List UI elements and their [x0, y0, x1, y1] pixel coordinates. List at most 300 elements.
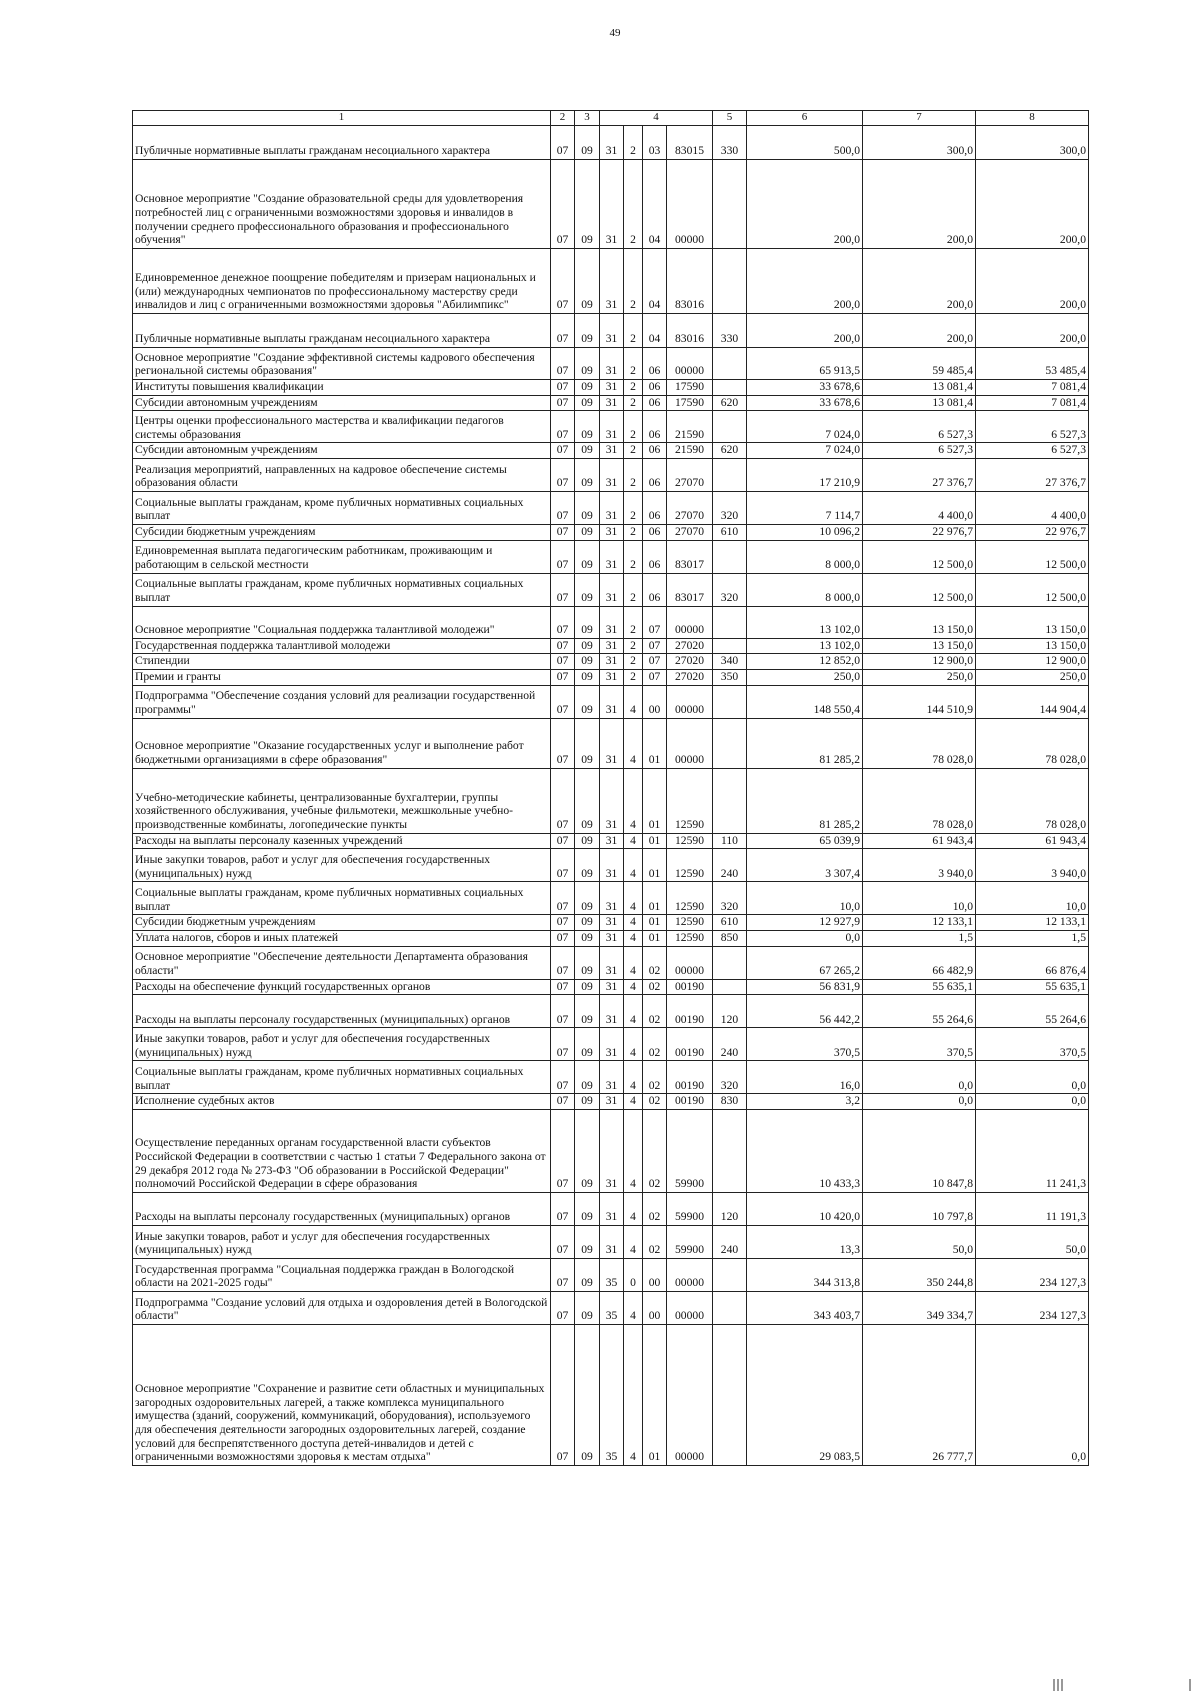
direction-code: 00190	[667, 1061, 713, 1094]
section-code: 07	[551, 1028, 575, 1061]
amount-col6: 148 550,4	[747, 685, 863, 718]
direction-code: 00000	[667, 718, 713, 768]
section-code: 07	[551, 1259, 575, 1292]
direction-code: 83017	[667, 540, 713, 573]
subsection-code: 09	[575, 1028, 600, 1061]
table-row	[133, 1292, 1089, 1325]
subsection-code: 09	[575, 395, 600, 411]
row-name: Расходы на выплаты персоналу государственных (муниципальных) органов	[133, 995, 551, 1028]
subsection-code: 09	[575, 443, 600, 459]
amount-col6: 33 678,6	[747, 380, 863, 396]
amount-col6: 81 285,2	[747, 768, 863, 833]
amount-col6: 3 307,4	[747, 849, 863, 882]
amount-col8: 12 500,0	[976, 540, 1089, 573]
direction-code: 12590	[667, 915, 713, 931]
program-code: 31	[600, 411, 624, 443]
program-code: 31	[600, 443, 624, 459]
amount-col6: 10 420,0	[747, 1193, 863, 1226]
subprogram-code: 2	[624, 525, 643, 541]
section-code: 07	[551, 525, 575, 541]
direction-code: 83016	[667, 249, 713, 314]
subsection-code: 09	[575, 348, 600, 380]
direction-code: 83015	[667, 126, 713, 160]
subprogram-code: 4	[624, 1110, 643, 1193]
program-code: 31	[600, 670, 624, 686]
section-code: 07	[551, 126, 575, 160]
expense-type-code	[713, 979, 747, 995]
section-code: 07	[551, 638, 575, 654]
subprogram-code: 4	[624, 1226, 643, 1259]
section-code: 07	[551, 411, 575, 443]
amount-col8: 144 904,4	[976, 685, 1089, 718]
row-name: Единовременная выплата педагогическим работникам, проживающим и работающим в сельской местности	[133, 540, 551, 573]
table-row	[133, 459, 1089, 492]
expense-type-code	[713, 348, 747, 380]
event-code: 01	[643, 1325, 667, 1466]
expense-type-code: 240	[713, 849, 747, 882]
event-code: 06	[643, 443, 667, 459]
row-name: Основное мероприятие "Создание эффективной системы кадрового обеспечения региональной системы образования"	[133, 348, 551, 380]
amount-col8: 4 400,0	[976, 492, 1089, 525]
section-code: 07	[551, 833, 575, 849]
program-code: 31	[600, 946, 624, 979]
section-code: 07	[551, 459, 575, 492]
amount-col8: 200,0	[976, 249, 1089, 314]
amount-col8: 78 028,0	[976, 768, 1089, 833]
amount-col7: 10 797,8	[863, 1193, 976, 1226]
subprogram-code: 2	[624, 314, 643, 348]
section-code: 07	[551, 573, 575, 606]
row-name: Стипендии	[133, 654, 551, 670]
row-name: Уплата налогов, сборов и иных платежей	[133, 931, 551, 947]
event-code: 00	[643, 1259, 667, 1292]
row-name: Расходы на обеспечение функций государственных органов	[133, 979, 551, 995]
table-row	[133, 540, 1089, 573]
direction-code: 00000	[667, 1259, 713, 1292]
row-name: Социальные выплаты гражданам, кроме публичных нормативных социальных выплат	[133, 882, 551, 915]
section-code: 07	[551, 882, 575, 915]
amount-col8: 27 376,7	[976, 459, 1089, 492]
amount-col7: 6 527,3	[863, 443, 976, 459]
subprogram-code: 2	[624, 160, 643, 249]
amount-col8: 6 527,3	[976, 411, 1089, 443]
row-name: Единовременное денежное поощрение победителям и призерам национальных и (или) международных чемпионатов по профессиональному мастерству среди инвалидов и лиц с ограниченными возможностями здоровья "Абилимпикс"	[133, 249, 551, 314]
subprogram-code: 4	[624, 1193, 643, 1226]
expense-type-code: 610	[713, 915, 747, 931]
event-code: 06	[643, 573, 667, 606]
subsection-code: 09	[575, 1094, 600, 1110]
program-code: 31	[600, 1110, 624, 1193]
row-name: Центры оценки профессионального мастерства и квалификации педагогов системы образования	[133, 411, 551, 443]
row-name: Иные закупки товаров, работ и услуг для обеспечения государственных (муниципальных) нужд	[133, 1226, 551, 1259]
amount-col7: 13 081,4	[863, 380, 976, 396]
subsection-code: 09	[575, 654, 600, 670]
table-row	[133, 638, 1089, 654]
row-name: Субсидии бюджетным учреждениям	[133, 525, 551, 541]
section-code: 07	[551, 380, 575, 396]
table-row	[133, 995, 1089, 1028]
expense-type-code: 610	[713, 525, 747, 541]
amount-col8: 22 976,7	[976, 525, 1089, 541]
direction-code: 00000	[667, 685, 713, 718]
amount-col6: 200,0	[747, 249, 863, 314]
amount-col7: 78 028,0	[863, 768, 976, 833]
amount-col8: 12 500,0	[976, 573, 1089, 606]
amount-col7: 4 400,0	[863, 492, 976, 525]
amount-col6: 3,2	[747, 1094, 863, 1110]
table-row	[133, 348, 1089, 380]
direction-code: 83017	[667, 573, 713, 606]
event-code: 01	[643, 718, 667, 768]
section-code: 07	[551, 606, 575, 638]
event-code: 02	[643, 979, 667, 995]
subsection-code: 09	[575, 540, 600, 573]
table-row	[133, 718, 1089, 768]
expense-type-code	[713, 718, 747, 768]
direction-code: 17590	[667, 380, 713, 396]
header-cell-2: 2	[551, 111, 575, 126]
expense-type-code: 350	[713, 670, 747, 686]
direction-code: 27070	[667, 459, 713, 492]
section-code: 07	[551, 314, 575, 348]
subsection-code: 09	[575, 1110, 600, 1193]
expense-type-code	[713, 1292, 747, 1325]
section-code: 07	[551, 718, 575, 768]
subprogram-code: 2	[624, 459, 643, 492]
section-code: 07	[551, 1325, 575, 1466]
direction-code: 00000	[667, 160, 713, 249]
amount-col6: 200,0	[747, 314, 863, 348]
program-code: 31	[600, 1028, 624, 1061]
event-code: 01	[643, 931, 667, 947]
subsection-code: 09	[575, 915, 600, 931]
event-code: 06	[643, 395, 667, 411]
amount-col6: 12 927,9	[747, 915, 863, 931]
program-code: 31	[600, 573, 624, 606]
amount-col7: 12 500,0	[863, 540, 976, 573]
program-code: 31	[600, 395, 624, 411]
row-name: Субсидии автономным учреждениям	[133, 443, 551, 459]
row-name: Социальные выплаты гражданам, кроме публичных нормативных социальных выплат	[133, 1061, 551, 1094]
program-code: 31	[600, 882, 624, 915]
event-code: 02	[643, 1193, 667, 1226]
event-code: 06	[643, 348, 667, 380]
table-row	[133, 1226, 1089, 1259]
table-header-row	[133, 111, 1089, 126]
amount-col7: 200,0	[863, 249, 976, 314]
event-code: 02	[643, 946, 667, 979]
program-code: 31	[600, 126, 624, 160]
program-code: 31	[600, 1061, 624, 1094]
subsection-code: 09	[575, 126, 600, 160]
amount-col8: 300,0	[976, 126, 1089, 160]
program-code: 31	[600, 979, 624, 995]
table-row	[133, 525, 1089, 541]
row-name: Институты повышения квалификации	[133, 380, 551, 396]
amount-col8: 200,0	[976, 314, 1089, 348]
expense-type-code	[713, 1110, 747, 1193]
program-code: 31	[600, 654, 624, 670]
section-code: 07	[551, 540, 575, 573]
row-name: Учебно-методические кабинеты, централизованные бухгалтерии, группы хозяйственного обслуживания, учебные фильмотеки, межшкольные учебно-производственные комбинаты, логопедические пункты	[133, 768, 551, 833]
expense-type-code	[713, 638, 747, 654]
amount-col7: 144 510,9	[863, 685, 976, 718]
amount-col6: 10,0	[747, 882, 863, 915]
amount-col8: 370,5	[976, 1028, 1089, 1061]
amount-col7: 6 527,3	[863, 411, 976, 443]
amount-col8: 0,0	[976, 1325, 1089, 1466]
table-row	[133, 979, 1089, 995]
expense-type-code	[713, 685, 747, 718]
event-code: 01	[643, 849, 667, 882]
direction-code: 83016	[667, 314, 713, 348]
section-code: 07	[551, 160, 575, 249]
section-code: 07	[551, 1226, 575, 1259]
amount-col7: 349 334,7	[863, 1292, 976, 1325]
row-name: Подпрограмма "Обеспечение создания условий для реализации государственной программы"	[133, 685, 551, 718]
subprogram-code: 2	[624, 411, 643, 443]
table-row	[133, 882, 1089, 915]
program-code: 31	[600, 931, 624, 947]
table-row	[133, 654, 1089, 670]
table-row	[133, 685, 1089, 718]
subprogram-code: 2	[624, 443, 643, 459]
amount-col7: 55 264,6	[863, 995, 976, 1028]
row-name: Социальные выплаты гражданам, кроме публичных нормативных социальных выплат	[133, 573, 551, 606]
amount-col6: 13,3	[747, 1226, 863, 1259]
subsection-code: 09	[575, 1226, 600, 1259]
expense-type-code: 240	[713, 1226, 747, 1259]
subsection-code: 09	[575, 638, 600, 654]
subsection-code: 09	[575, 979, 600, 995]
expense-type-code	[713, 459, 747, 492]
amount-col8: 1,5	[976, 931, 1089, 947]
event-code: 06	[643, 411, 667, 443]
subprogram-code: 4	[624, 1325, 643, 1466]
expense-type-code: 320	[713, 492, 747, 525]
subsection-code: 09	[575, 1259, 600, 1292]
amount-col6: 7 024,0	[747, 411, 863, 443]
event-code: 07	[643, 654, 667, 670]
amount-col6: 7 024,0	[747, 443, 863, 459]
expense-type-code	[713, 768, 747, 833]
subsection-code: 09	[575, 525, 600, 541]
amount-col6: 200,0	[747, 160, 863, 249]
table-row	[133, 1028, 1089, 1061]
direction-code: 00000	[667, 606, 713, 638]
amount-col7: 370,5	[863, 1028, 976, 1061]
row-name: Основное мероприятие "Обеспечение деятельности Департамента образования области"	[133, 946, 551, 979]
header-cell-1: 1	[133, 111, 551, 126]
table-row	[133, 1061, 1089, 1094]
amount-col8: 234 127,3	[976, 1259, 1089, 1292]
direction-code: 00000	[667, 1292, 713, 1325]
amount-col6: 8 000,0	[747, 540, 863, 573]
direction-code: 00190	[667, 1028, 713, 1061]
table-row	[133, 1193, 1089, 1226]
program-code: 31	[600, 1193, 624, 1226]
amount-col7: 13 081,4	[863, 395, 976, 411]
section-code: 07	[551, 915, 575, 931]
budget-table	[132, 110, 1089, 1466]
amount-col6: 370,5	[747, 1028, 863, 1061]
event-code: 04	[643, 249, 667, 314]
amount-col8: 13 150,0	[976, 606, 1089, 638]
row-name: Иные закупки товаров, работ и услуг для обеспечения государственных (муниципальных) нужд	[133, 1028, 551, 1061]
direction-code: 12590	[667, 849, 713, 882]
row-name: Государственная программа "Социальная поддержка граждан в Вологодской области на 2021-2025 годы"	[133, 1259, 551, 1292]
amount-col7: 13 150,0	[863, 638, 976, 654]
table-row	[133, 160, 1089, 249]
program-code: 31	[600, 492, 624, 525]
amount-col6: 13 102,0	[747, 606, 863, 638]
amount-col8: 200,0	[976, 160, 1089, 249]
amount-col7: 350 244,8	[863, 1259, 976, 1292]
subprogram-code: 2	[624, 606, 643, 638]
subsection-code: 09	[575, 492, 600, 525]
direction-code: 27020	[667, 670, 713, 686]
event-code: 01	[643, 833, 667, 849]
amount-col8: 6 527,3	[976, 443, 1089, 459]
row-name: Подпрограмма "Создание условий для отдыха и оздоровления детей в Вологодской области"	[133, 1292, 551, 1325]
amount-col6: 10 433,3	[747, 1110, 863, 1193]
amount-col7: 300,0	[863, 126, 976, 160]
row-name: Публичные нормативные выплаты гражданам несоциального характера	[133, 126, 551, 160]
subprogram-code: 2	[624, 126, 643, 160]
subsection-code: 09	[575, 995, 600, 1028]
amount-col8: 13 150,0	[976, 638, 1089, 654]
section-code: 07	[551, 849, 575, 882]
program-code: 35	[600, 1259, 624, 1292]
amount-col6: 10 096,2	[747, 525, 863, 541]
direction-code: 12590	[667, 768, 713, 833]
expense-type-code: 330	[713, 314, 747, 348]
table-row	[133, 443, 1089, 459]
event-code: 06	[643, 492, 667, 525]
header-cell-4: 4	[600, 111, 713, 126]
amount-col7: 26 777,7	[863, 1325, 976, 1466]
event-code: 07	[643, 670, 667, 686]
subprogram-code: 4	[624, 946, 643, 979]
direction-code: 00190	[667, 1094, 713, 1110]
amount-col6: 29 083,5	[747, 1325, 863, 1466]
scan-marks	[1040, 1679, 1200, 1691]
amount-col8: 234 127,3	[976, 1292, 1089, 1325]
subprogram-code: 4	[624, 1061, 643, 1094]
row-name: Расходы на выплаты персоналу казенных учреждений	[133, 833, 551, 849]
direction-code: 59900	[667, 1193, 713, 1226]
amount-col7: 59 485,4	[863, 348, 976, 380]
program-code: 31	[600, 160, 624, 249]
event-code: 01	[643, 768, 667, 833]
subprogram-code: 2	[624, 380, 643, 396]
expense-type-code	[713, 1259, 747, 1292]
direction-code: 12590	[667, 931, 713, 947]
program-code: 31	[600, 915, 624, 931]
page-number: 49	[609, 27, 621, 39]
program-code: 31	[600, 768, 624, 833]
row-name: Субсидии автономным учреждениям	[133, 395, 551, 411]
amount-col6: 16,0	[747, 1061, 863, 1094]
expense-type-code	[713, 1325, 747, 1466]
direction-code: 00000	[667, 1325, 713, 1466]
amount-col8: 0,0	[976, 1061, 1089, 1094]
header-cell-6: 6	[747, 111, 863, 126]
subprogram-code: 4	[624, 718, 643, 768]
amount-col7: 13 150,0	[863, 606, 976, 638]
amount-col8: 10,0	[976, 882, 1089, 915]
amount-col8: 7 081,4	[976, 380, 1089, 396]
program-code: 31	[600, 833, 624, 849]
amount-col7: 0,0	[863, 1061, 976, 1094]
subprogram-code: 4	[624, 931, 643, 947]
table-row	[133, 492, 1089, 525]
subprogram-code: 4	[624, 768, 643, 833]
amount-col6: 56 831,9	[747, 979, 863, 995]
amount-col6: 13 102,0	[747, 638, 863, 654]
header-cell-3: 3	[575, 111, 600, 126]
direction-code: 27020	[667, 638, 713, 654]
row-name: Основное мероприятие "Социальная поддержка талантливой молодежи"	[133, 606, 551, 638]
table-row	[133, 931, 1089, 947]
event-code: 04	[643, 160, 667, 249]
direction-code: 27070	[667, 492, 713, 525]
program-code: 31	[600, 1094, 624, 1110]
header-cell-7: 7	[863, 111, 976, 126]
expense-type-code: 120	[713, 1193, 747, 1226]
table-row	[133, 411, 1089, 443]
section-code: 07	[551, 1094, 575, 1110]
expense-type-code: 110	[713, 833, 747, 849]
event-code: 06	[643, 540, 667, 573]
program-code: 31	[600, 540, 624, 573]
subprogram-code: 4	[624, 849, 643, 882]
program-code: 31	[600, 1226, 624, 1259]
amount-col8: 66 876,4	[976, 946, 1089, 979]
expense-type-code	[713, 946, 747, 979]
amount-col8: 78 028,0	[976, 718, 1089, 768]
amount-col7: 27 376,7	[863, 459, 976, 492]
section-code: 07	[551, 685, 575, 718]
table-row	[133, 915, 1089, 931]
event-code: 02	[643, 1110, 667, 1193]
event-code: 04	[643, 314, 667, 348]
expense-type-code: 120	[713, 995, 747, 1028]
section-code: 07	[551, 1292, 575, 1325]
subprogram-code: 4	[624, 1292, 643, 1325]
direction-code: 27070	[667, 525, 713, 541]
direction-code: 00190	[667, 995, 713, 1028]
subprogram-code: 4	[624, 915, 643, 931]
expense-type-code: 850	[713, 931, 747, 947]
section-code: 07	[551, 395, 575, 411]
amount-col8: 55 635,1	[976, 979, 1089, 995]
section-code: 07	[551, 670, 575, 686]
event-code: 01	[643, 882, 667, 915]
amount-col7: 200,0	[863, 160, 976, 249]
program-code: 31	[600, 249, 624, 314]
event-code: 02	[643, 1028, 667, 1061]
event-code: 06	[643, 380, 667, 396]
direction-code: 59900	[667, 1226, 713, 1259]
amount-col8: 61 943,4	[976, 833, 1089, 849]
row-name: Осуществление переданных органам государственной власти субъектов Российской Федерации в соответствии с частью 1 статьи 7 Федерального закона от 29 декабря 2012 года № 273-ФЗ "Об образовании в Российской Федерации" полномочий Российской Федерации в сфере образования	[133, 1110, 551, 1193]
expense-type-code	[713, 606, 747, 638]
subsection-code: 09	[575, 1061, 600, 1094]
subprogram-code: 2	[624, 348, 643, 380]
amount-col6: 67 265,2	[747, 946, 863, 979]
subsection-code: 09	[575, 160, 600, 249]
